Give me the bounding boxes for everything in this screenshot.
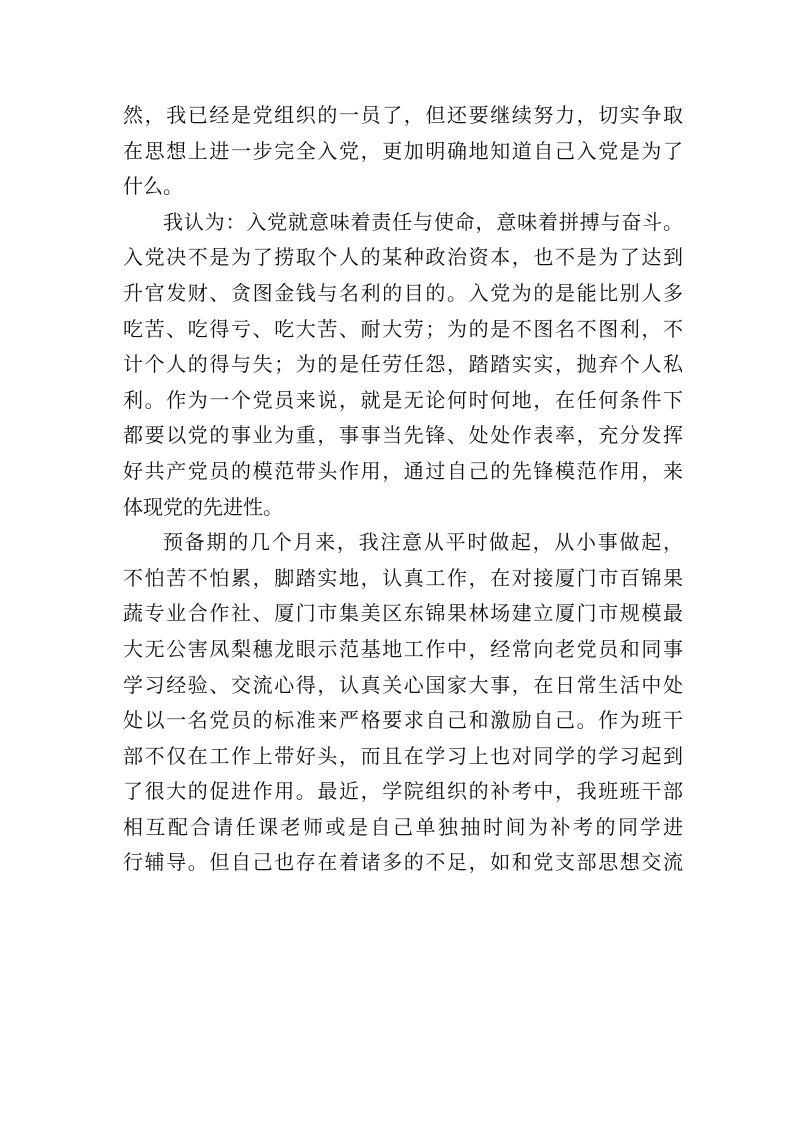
text-line: 蔬专业合作社、厦门市集美区东锦果林场建立厦门市规模最 (123, 601, 683, 626)
text-line: 利。作为一个党员来说，就是无论何时何地，在任何条件下 (123, 387, 683, 412)
text-line: 然，我已经是党组织的一员了，但还要继续努力，切实争取 (123, 103, 683, 127)
text-line: 处以一名党员的标准来严格要求自己和激励自己。作为班干 (123, 708, 683, 733)
text-line: 计个人的得与失；为的是任劳任怨，踏踏实实，抛弃个人私 (123, 352, 683, 377)
text-line: 了很大的促进作用。最近，学院组织的补考中，我班班干部 (123, 779, 683, 804)
text-line: 行辅导。但自己也存在着诸多的不足，如和党支部思想交流 (123, 850, 683, 875)
text-line: 大无公害凤梨穗龙眼示范基地工作中，经常向老党员和同事 (123, 636, 683, 661)
text-line: 学习经验、交流心得，认真关心国家大事，在日常生活中处 (123, 672, 683, 697)
text-line: 都要以党的事业为重，事事当先锋、处处作表率，充分发挥 (123, 423, 683, 448)
body-text (123, 98, 683, 881)
text-line: 入党决不是为了捞取个人的某种政治资本，也不是为了达到 (123, 245, 683, 270)
text-line: 在思想上进一步完全入党，更加明确地知道自己入党是为了 (123, 138, 683, 163)
text-line: 升官发财、贪图金钱与名利的目的。入党为的是能比别人多 (123, 280, 683, 305)
text-line: 吃苦、吃得亏、吃大苦、耐大劳；为的是不图名不图利，不 (123, 316, 683, 341)
text-line: 部不仅在工作上带好头，而且在学习上也对同学的学习起到 (123, 743, 683, 768)
paragraph-first-line: 预备期的几个月来，我注意从平时做起，从小事做起， (163, 530, 683, 555)
text-line: 相互配合请任课老师或是自己单独抽时间为补考的同学进 (123, 814, 683, 839)
paragraph-first-line: 我认为：入党就意味着责任与使命，意味着拼搏与奋斗。 (163, 209, 683, 234)
text-line: 好共产党员的模范带头作用，通过自己的先锋模范作用，来 (123, 458, 683, 483)
text-line: 什么。 (123, 174, 183, 199)
text-line: 体现党的先进性。 (123, 494, 283, 519)
text-line: 不怕苦不怕累，脚踏实地，认真工作，在对接厦门市百锦果 (123, 565, 683, 590)
